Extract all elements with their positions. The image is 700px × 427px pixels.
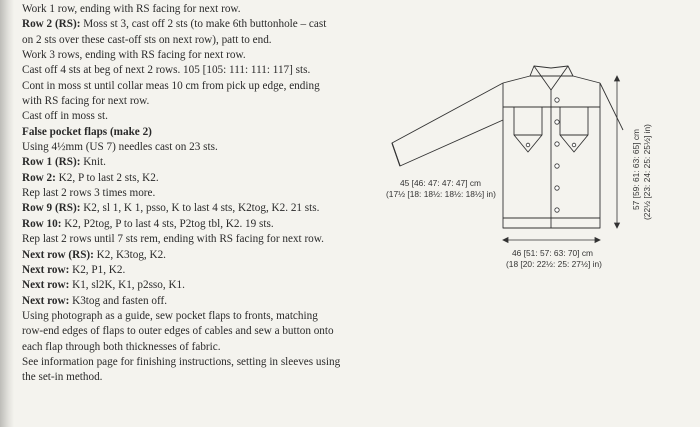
collar-points [534, 66, 568, 90]
page-gutter-shadow [0, 0, 14, 427]
body-length-inches-label: (22½ [23: 24: 25: 25½] in) [642, 124, 652, 220]
instruction-line [22, 309, 372, 324]
instruction-row-label: Row 10: [22, 217, 62, 230]
instruction-line [22, 324, 372, 339]
instruction-text: on 2 sts over these cast-off sts on next row), patt to end. [22, 33, 272, 46]
right-flap-button [572, 143, 576, 147]
instruction-text: Rep last 2 rows 3 times more. [22, 187, 156, 200]
instruction-row-label: Row 2 (RS): [22, 18, 81, 31]
sleeve-cuff [392, 143, 400, 166]
right-sleeve-edge [600, 83, 623, 130]
instruction-text: Work 3 rows, ending with RS facing for next row. [22, 49, 246, 62]
instruction-row-label: Row 2: [22, 171, 56, 184]
button-2 [555, 120, 559, 124]
instruction-line [22, 278, 372, 293]
instruction-row-label: Next row (RS): [22, 248, 94, 261]
instruction-row-label: Next row: [22, 279, 70, 292]
instruction-text: row-end edges of flaps to outer edges of cables and sew a button onto [22, 325, 334, 338]
instruction-line [22, 201, 372, 216]
instruction-row-label: Row 1 (RS): [22, 156, 81, 169]
instruction-text: Work 1 row, ending with RS facing for next row. [22, 3, 241, 15]
instruction-line [22, 33, 372, 48]
instruction-line [22, 79, 372, 94]
instruction-row-label: False pocket flaps (make 2) [22, 125, 152, 138]
instruction-line [22, 94, 372, 109]
instruction-line [22, 263, 372, 278]
instruction-text: K2, K3tog, K2. [93, 248, 166, 261]
chest-width-label: 46 [51: 57: 63: 70] cm [512, 248, 594, 258]
body-outline [503, 83, 600, 228]
left-flap-button [526, 143, 530, 147]
instruction-text: K2, sl 1, K 1, psso, K to last 4 sts, K2tog, K2. 21 sts. [80, 202, 320, 215]
instruction-text: K2, P to last 2 sts, K2. [55, 171, 159, 184]
instruction-line [22, 217, 372, 232]
button-6 [555, 208, 559, 212]
instruction-text: K2, P1, K2. [69, 263, 126, 276]
instruction-line [22, 17, 372, 32]
instruction-line [22, 109, 372, 124]
button-3 [555, 142, 559, 146]
instruction-row-label: Next row: [22, 294, 70, 307]
pattern-instructions [22, 2, 372, 386]
instruction-line [22, 171, 372, 186]
instruction-line [22, 125, 372, 140]
instruction-text: K3tog and fasten off. [69, 294, 167, 307]
instruction-text: K2, P2tog, P to last 4 sts, P2tog tbl, K2. 19 sts. [61, 217, 274, 230]
instruction-line [22, 186, 372, 201]
instruction-row-label: Row 9 (RS): [22, 202, 81, 215]
instruction-line [22, 140, 372, 155]
instruction-text: Moss st 3, cast off 2 sts (to make 6th buttonhole – cast [80, 18, 327, 31]
button-1 [555, 98, 559, 102]
button-4 [555, 164, 559, 168]
instruction-row-label: Next row: [22, 263, 70, 276]
instruction-line [22, 248, 372, 263]
instruction-text: the set-in method. [22, 371, 103, 384]
sleeve-length-label: 45 [46: 47: 47: 47] cm [400, 178, 482, 188]
instruction-line [22, 232, 372, 247]
left-sleeve [392, 83, 503, 166]
instruction-line [22, 370, 372, 385]
instruction-line [22, 155, 372, 170]
chest-width-inches-label: (18 [20: 22½: 25: 27½] in) [506, 259, 602, 269]
instruction-line [22, 355, 372, 370]
body-length-label: 57 [59: 61: 63: 65] cm [631, 128, 641, 210]
instruction-text: K1, sl2K, K1, p2sso, K1. [69, 279, 185, 292]
instruction-text: See information page for finishing instructions, setting in sleeves using [22, 355, 341, 368]
instruction-text: each flap through both thicknesses of fabric. [22, 340, 221, 353]
instruction-text: Cast off in moss st. [22, 110, 108, 123]
instruction-text: Rep last 2 rows until 7 sts rem, ending with RS facing for next row. [22, 233, 324, 246]
instruction-text: Cont in moss st until collar meas 10 cm from pick up edge, ending [22, 79, 320, 92]
instruction-line [22, 340, 372, 355]
button-5 [555, 186, 559, 190]
jacket-schematic [386, 60, 686, 290]
instruction-text: Cast off 4 sts at beg of next 2 rows. 105 [105: 111: 111: 117] sts. [22, 64, 311, 77]
instruction-text: Using 4½mm (US 7) needles cast on 23 sts. [22, 141, 218, 154]
instruction-line [22, 294, 372, 309]
instruction-text: with RS facing for next row. [22, 95, 150, 108]
instruction-text: Using photograph as a guide, sew pocket flaps to fronts, matching [22, 309, 318, 322]
shoulder-line [503, 76, 600, 83]
instruction-line [22, 48, 372, 63]
instruction-line [22, 63, 372, 78]
instruction-line [22, 2, 372, 17]
instruction-text: Knit. [80, 156, 106, 169]
sleeve-length-inches-label: (17½ [18: 18½: 18½: 18½] in) [386, 189, 496, 199]
